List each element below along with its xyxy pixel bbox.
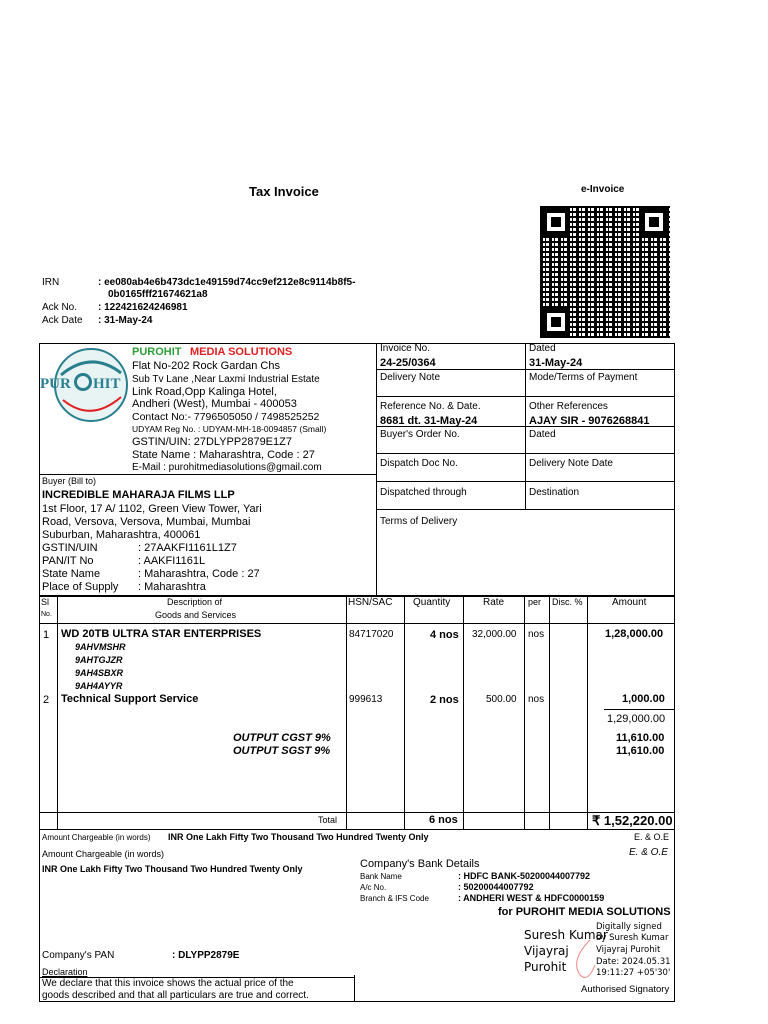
buyer-label: Buyer (Bill to) [42,476,97,486]
reference-value: 8681 dt. 31-May-24 [380,415,478,427]
einvoice-qr-code [540,206,670,338]
ack-date-label: Ack Date [42,315,83,326]
buyer-field-value: : AAKFI1161L [138,555,206,567]
logo-o-icon [74,373,92,391]
bank-row-key: A/c No. [360,883,387,892]
tax-name: OUTPUT CGST 9% [233,732,331,744]
digital-signature-line: 19:11:27 +05'30' [596,968,671,978]
for-company-label: for PUROHIT MEDIA SOLUTIONS [498,906,671,918]
col-header-rate: Rate [483,597,505,608]
buyer-address-line: 1st Floor, 17 A/ 1102, Green View Tower, Yari [42,503,262,515]
destination-label: Destination [529,487,580,498]
amount-words-value: INR One Lakh Fifty Two Thousand Two Hundred Twenty Only [168,832,429,842]
buyer-field-key: Place of Supply [42,581,119,593]
digital-signature-line: Vijayraj Purohit [596,945,661,955]
seller-line: Link Road,Opp Kalinga Hotel, [132,386,277,398]
item-sl: 1 [43,629,50,641]
digital-signature-line: Digitally signed [596,922,662,932]
seller-gstin: GSTIN/UIN: 27DLYPP2879E1Z7 [132,436,292,448]
seller-name-part2: MEDIA SOLUTIONS [190,346,293,358]
bank-row-value: : HDFC BANK-50200044007792 [458,871,591,881]
buyer-field-key: GSTIN/UIN [42,542,98,554]
item-serial: 9AH4SBXR [75,668,124,678]
company-pan-label: Company's PAN [42,950,115,961]
item-hsn: 84717020 [349,629,394,640]
ack-no-value: : 122421624246981 [98,302,188,313]
item-name: WD 20TB ULTRA STAR ENTERPRISES [61,628,262,640]
signatory-name-line: Vijayraj [524,944,569,958]
digital-signature-line: Date: 2024.05.31 [596,957,671,967]
col-header-per: per [528,597,542,607]
digital-signature-line: by Suresh Kumar [596,933,669,943]
signatory-name-line: Suresh Kumar [524,928,608,942]
amount-words-label: Amount Chargeable (in words) [42,833,151,842]
seller-line: Sub Tv Lane ,Near Laxmi Industrial Estate [132,374,320,385]
other-references-value: AJAY SIR - 9076268841 [529,415,650,427]
other-references-label: Other References [529,401,608,412]
document-title: Tax Invoice [249,184,319,199]
amount-words-value-2: INR One Lakh Fifty Two Thousand Two Hundred Twenty Only [42,864,303,874]
item-per: nos [528,694,545,705]
item-amount: 1,000.00 [622,693,665,705]
bank-row-value: : ANDHERI WEST & HDFC0000159 [458,893,605,903]
buyer-field-key: PAN/IT No [42,555,94,567]
col-header-sl: Sl [41,597,50,607]
subtotal-amount: 1,29,000.00 [607,713,666,725]
total-label: Total [318,815,338,825]
einvoice-label: e-Invoice [581,184,625,195]
irn-value-line1: : ee080ab4e6b473dc1e49159d74cc9ef212e8c9114b8f5- [98,277,356,288]
dispatched-through-label: Dispatched through [380,487,467,498]
eoe-label: E. & O.E [634,832,670,842]
total-amount: ₹ 1,52,220.00 [592,813,673,828]
item-qty: 4 nos [430,629,459,641]
irn-value-line2: 0b0165fff21674621a8 [108,289,208,300]
signatory-name-line: Purohit [524,960,567,974]
buyer-address-line: Road, Versova, Versova, Mumbai, Mumbai [42,516,251,528]
ack-no-label: Ack No. [42,302,78,313]
bank-row-key: Bank Name [360,872,402,881]
ack-date-value: : 31-May-24 [98,315,153,326]
declaration-text: goods described and that all particulars are true and correct. [42,990,309,1001]
irn-label: IRN [42,277,60,288]
item-amount: 1,28,000.00 [605,628,664,640]
declaration-text: We declare that this invoice shows the actual price of the [42,978,294,989]
buyer-order-dated-label: Dated [529,429,556,440]
buyer-field-value: : 27AAKFI1161L1Z7 [138,542,237,554]
item-per: nos [528,629,545,640]
col-header-description-sub: Goods and Services [155,610,237,620]
bank-row-value: : 50200044007792 [458,882,534,892]
dispatch-doc-label: Dispatch Doc No. [380,458,458,469]
buyer-address-line: Suburban, Maharashtra, 400061 [42,529,201,541]
seller-contact: Contact No:- 7796505050 / 7498525252 [132,411,320,423]
buyer-order-label: Buyer's Order No. [380,429,460,440]
delivery-note-date-label: Delivery Note Date [529,458,613,469]
seller-line: Andheri (West), Mumbai - 400053 [132,398,297,410]
reference-label: Reference No. & Date. [380,401,481,412]
item-serial: 9AHVMSHR [75,642,126,652]
eoe-label-2: E. & O.E [629,847,668,858]
tax-amount: 11,610.00 [616,745,665,757]
authorised-signatory-label: Authorised Signatory [581,984,670,995]
item-sl: 2 [43,694,50,706]
item-rate: 500.00 [486,694,517,705]
seller-udyam: UDYAM Reg No. : UDYAM-MH-18-0094857 (Small) [132,424,327,434]
item-serial: 9AHTGJZR [75,655,123,665]
invoice-no-value: 24-25/0364 [380,357,436,369]
col-header-disc: Disc. % [552,597,583,607]
col-header-quantity: Quantity [413,597,451,608]
invoice-no-label: Invoice No. [380,343,431,354]
item-serial: 9AH4AYYR [75,681,123,691]
logo-text-right: HIT [93,376,121,392]
buyer-field-value: : Maharashtra [138,581,206,593]
item-hsn: 999613 [349,694,383,705]
tax-name: OUTPUT SGST 9% [233,745,331,757]
declaration-label: Declaration [42,967,88,977]
seller-email: E-Mail : purohitmediasolutions@gmail.com [132,462,322,473]
total-qty: 6 nos [429,814,458,826]
terms-of-delivery-label: Terms of Delivery [380,516,458,527]
col-header-no: No. [41,611,52,618]
amount-words-label-2: Amount Chargeable (in words) [42,849,165,859]
seller-line: Flat No-202 Rock Gardan Chs [132,360,280,372]
bank-row-key: Branch & IFS Code [360,894,429,903]
tax-amount: 11,610.00 [616,732,665,744]
item-qty: 2 nos [430,694,459,706]
item-name: Technical Support Service [61,693,199,705]
seller-name-part1: PUROHIT [132,346,182,358]
dated-label: Dated [529,343,556,354]
delivery-note-label: Delivery Note [380,372,441,383]
col-header-amount: Amount [612,597,647,608]
buyer-field-value: : Maharashtra, Code : 27 [138,568,260,580]
dated-value: 31-May-24 [529,357,583,369]
logo-text-left: PUR [40,376,71,392]
col-header-description: Description of [167,597,223,607]
company-pan-value: : DLYPP2879E [172,950,240,961]
seller-state: State Name : Maharashtra, Code : 27 [132,449,315,461]
bank-details-title: Company's Bank Details [360,858,480,870]
mode-terms-label: Mode/Terms of Payment [529,372,638,383]
buyer-field-key: State Name [42,568,101,580]
col-header-hsn: HSN/SAC [348,597,393,608]
buyer-name: INCREDIBLE MAHARAJA FILMS LLP [42,489,235,501]
item-rate: 32,000.00 [472,629,517,640]
